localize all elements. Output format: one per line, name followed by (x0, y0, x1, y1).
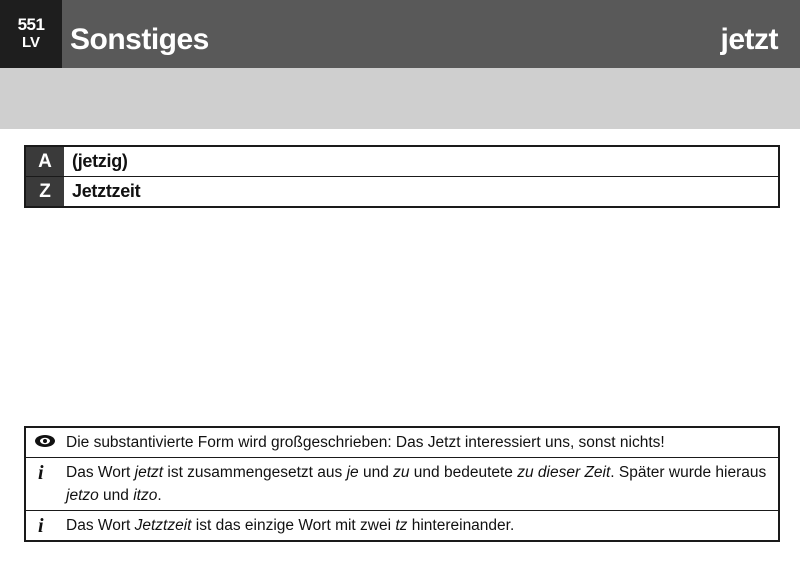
eye-icon (34, 431, 66, 454)
note-text: Das Wort jetzt ist zusammengesetzt aus je und zu und bedeutete zu dieser Zeit. Später wurde hieraus jetzo und itzo. (66, 464, 767, 504)
form-tag: Z (26, 177, 64, 206)
form-tag: A (26, 147, 64, 176)
note-text: Das Wort Jetztzeit ist das einzige Wort mit zwei tz hintereinander. (66, 517, 515, 534)
note-item (26, 510, 778, 540)
notes-box (24, 426, 780, 542)
page-title: Sonstiges (70, 23, 209, 56)
form-value: (jetzig) (72, 151, 128, 171)
form-row (26, 176, 778, 206)
info-icon: i (38, 515, 44, 537)
note-item (26, 428, 778, 457)
grey-band (0, 68, 800, 129)
note-item (26, 457, 778, 510)
headword: jetzt (720, 23, 778, 56)
page-number: 551 (17, 15, 45, 34)
page-badge (0, 0, 62, 68)
category-abbreviation: LV (21, 34, 41, 51)
info-icon: i (38, 462, 44, 484)
form-row (26, 147, 778, 176)
word-forms-table (24, 145, 780, 208)
header-bar (0, 0, 800, 68)
form-value: Jetztzeit (72, 181, 141, 201)
note-text: Die substantivierte Form wird großgeschrieben: Das Jetzt interessiert uns, sonst nichts! (66, 434, 665, 451)
